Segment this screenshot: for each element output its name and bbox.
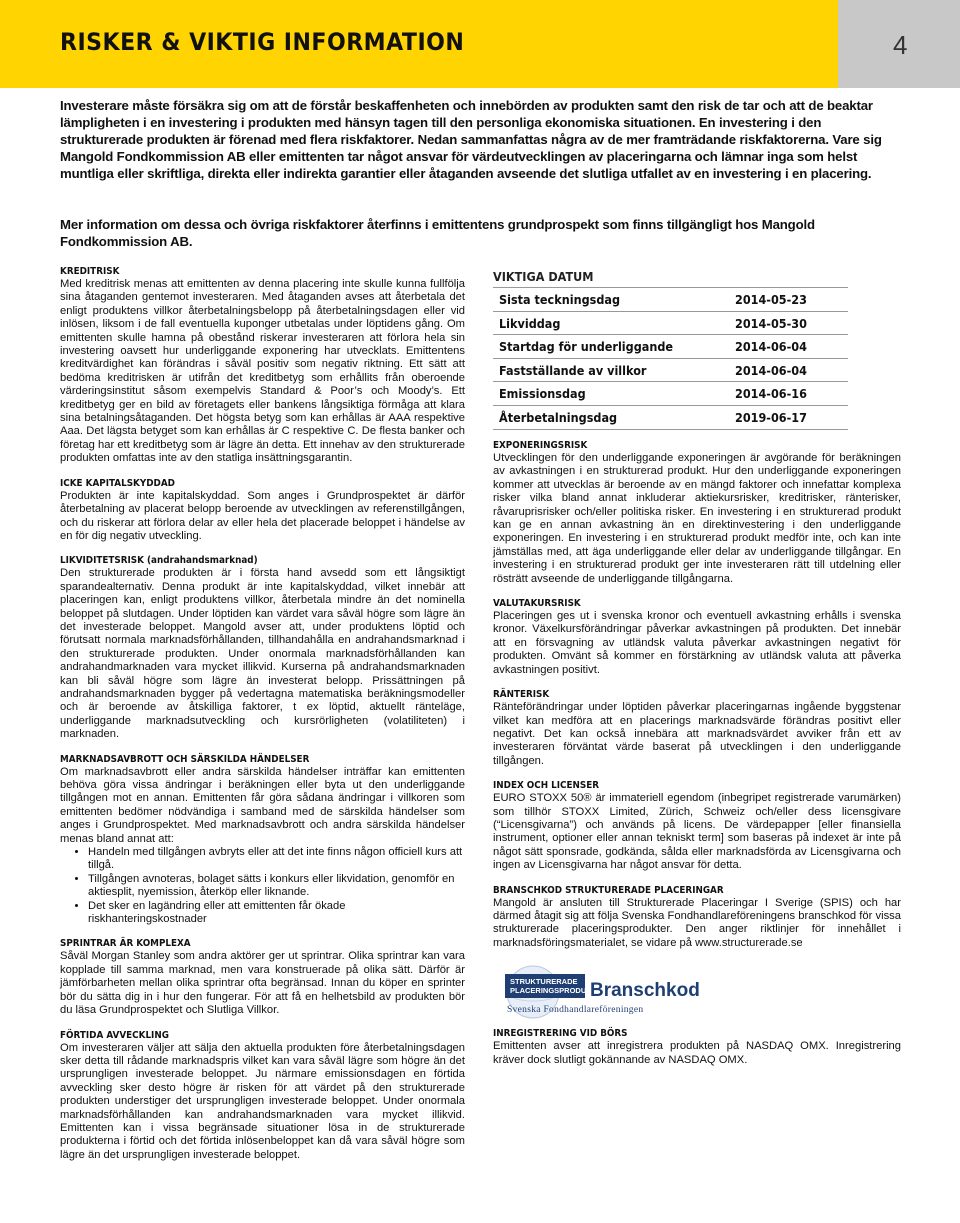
key-date-label: Emissionsdag xyxy=(499,386,586,402)
key-dates-title: VIKTIGA DATUM xyxy=(493,269,594,284)
section-ranterisk xyxy=(493,689,901,768)
key-date-value: 2014-05-23 xyxy=(735,292,807,307)
section-heading: RÄNTERISK xyxy=(493,689,550,701)
branschkod-logo xyxy=(493,962,703,1026)
section-likviditetsrisk xyxy=(60,555,465,741)
section-heading: BRANSCHKOD STRUKTURERADE PLACERINGAR xyxy=(493,884,724,896)
logo-spacer xyxy=(493,962,901,1028)
section-heading: ICKE KAPITALSKYDDAD xyxy=(60,477,175,489)
page-title: RISKER & VIKTIG INFORMATION xyxy=(60,28,465,56)
list-item: • Tillgången avnoteras, bolaget sätts i konkurs eller likvidation, genomför en aktiesplit, nyemission, återköp eller liknande. xyxy=(88,873,465,900)
section-heading: KREDITRISK xyxy=(60,266,120,277)
section-icke-kapitalskyddad xyxy=(60,478,465,544)
section-exponeringsrisk xyxy=(493,440,901,586)
key-date-value: 2014-06-04 xyxy=(735,339,807,355)
key-dates-row xyxy=(493,381,848,405)
section-fortida-avveckling xyxy=(60,1030,465,1163)
page-header xyxy=(0,0,960,88)
section-body: Emittenten avser att inregistrera produkten på NASDAQ OMX. Inregistrering kräver dock slutligt gokännande av NASDAQ OMX. xyxy=(493,1040,901,1066)
key-date-label: Startdag för underliggande xyxy=(499,339,674,355)
section-body: EURO STOXX 50® är immateriell egendom (inbegripet registrerade varumärken) som tillhör STOXX Limited, Zürich, Schweiz och/eller dess licensgivare (“Licensgivarna”) och används på licens. De värdepapper [eller finansiella instrument, optioner eller annan tekniskt term] som baseras på indexet är inte på något sätt sponsrade, godkända, sålda eller marknadsförda av Licensgivarna och ingen av Licensgivarna har något ansvar för detta. xyxy=(493,792,901,872)
section-valutakursrisk xyxy=(493,598,901,677)
section-body: Med kreditrisk menas att emittenten av denna placering inte skulle kunna fullfölja sina åtaganden gentemot investeraren. Med åtaganden avses att återbetala det enligt produktens villkor återbetalningsbelopp på återbetalningsdagen eller vid inlösen, liksom i de fall eventuella kuponger utbetalas under löptidens gång. Om emittenten skulle hamna på obestånd riskerar investeraren att förlora hela sin investering oavsett hur underliggande exponering har utvecklats. Emittentens kreditvärdighet kan förändras i såväl positiv som negativ riktning. Ett sätt att bedöma kreditrisken är utifrån det kreditbetyg som erhållits från oberoende värderingsinstitut såsom exempelvis Standard & Poor’s och Moody’s. Ett kreditbetyg ger en bild av företagets eller bankens långsiktiga förmåga att klara sina betalningsåtaganden. Det högsta betyg som kan erhållas är AAA respektive Aaa. Det lägsta betyget som kan erhållas är C respektive C. De flesta banker och företag har ett kreditbetyg som är lägre än detta. Ett innehav av den strukturerade produkten omfattas inte av den statliga insättningsgarantin. xyxy=(60,278,465,465)
section-heading: FÖRTIDA AVVECKLING xyxy=(60,1029,169,1041)
key-dates-row xyxy=(493,358,848,382)
key-date-label: Återbetalningsdag xyxy=(499,409,618,425)
section-body: Utvecklingen för den underliggande exponeringen är avgörande för beräkningen av avkastningen i en strukturerad produkt. Hur den underliggande exponeringen kommer att utvecklas är beroende av en mängd faktorer och innefattar komplexa risker vilka bland annat inkluderar aktiekursrisker, kreditrisker, ränterisker, råvaruprisrisker och/eller politiska risker. En investering i en strukturerad produkt kan ge en annan avkastning än en direktinvestering i den underliggande exponeringen. En investering i en strukturerad produkt medför inte, och kan inte jämställas med, att äga underliggande eller delar av underliggande tillgångar. En investering i en strukturerad produkt ger inte investeraren rätt till utdelning eller rösträtt avseende de underliggande tillgångarna. xyxy=(493,452,901,585)
section-body: Såväl Morgan Stanley som andra aktörer ger ut sprintrar. Olika sprintrar kan vara kopplade till samma marknad, men vara konstruerade på olika sätt. Därför är jämförbarheten mellan olika sprintrar ofta begränsad. Innan du köper en sprinter bör du sätta dig in i hur den fungerar. För att få en helhetsbild av produkten bör du läsa Grundprospektet och Slutliga Villkor. xyxy=(60,950,465,1017)
section-heading: VALUTAKURSRISK xyxy=(493,598,581,610)
key-dates-row xyxy=(493,311,848,335)
page-number: 4 xyxy=(893,30,908,60)
section-marknadsavbrott xyxy=(60,754,465,927)
list-item: • Handeln med tillgången avbryts eller att det inte finns någon officiell kurs att tillgå. xyxy=(88,846,465,873)
key-date-value: 2014-05-30 xyxy=(735,315,807,331)
section-heading: SPRINTRAR ÄR KOMPLEXA xyxy=(60,938,191,950)
logo-line1: STRUKTURERADE xyxy=(510,977,578,987)
key-date-value: 2019-06-17 xyxy=(735,409,807,425)
section-heading: EXPONERINGSRISK xyxy=(493,440,588,451)
header-title-band xyxy=(0,0,838,88)
key-date-value: 2014-06-16 xyxy=(735,386,807,402)
intro-paragraph: Investerare måste försäkra sig om att de förstår beskaffenheten och innebörden av produkten samt den risk de tar och att de beaktar lämpligheten i en investering i produkten med hänsyn tagen till den personliga ekonomiska situationen. En investering i den strukturerade produkten är förenad med flera riskfaktorer. Nedan sammanfattas några av de mer framträdande riskfaktorerna. Vare sig Mangold Fondkommission AB eller emittenten tar något ansvar för värdeutvecklingen av placeringarna och lämnar inga som helst muntliga eller skriftliga, direkta eller indirekta garantier eller åtaganden avseende det slutliga utfallet av en investering i en placering. xyxy=(60,98,882,181)
key-date-label: Likviddag xyxy=(499,315,561,331)
section-body: Produkten är inte kapitalskyddad. Som anges i Grundprospektet är därför återbetalning av placerat belopp beroende av utvecklingen av referenstillgången, och du riskerar att förlora delar av eller hela det placerade beloppet i händelse av en för dig negativ utveckling. xyxy=(60,489,465,542)
bullet-list xyxy=(60,846,465,926)
section-body: Ränteförändringar under löptiden påverkar placeringarnas ingående byggstenar vilket kan medföra att en placerings marknadsvärde förändras positivt eller negativt. Det kan också innebära att marknadsvärdet avviker från ett av investeraren förväntat värde baserat på utvecklingen i den underliggande tillgången. xyxy=(493,701,901,767)
section-kreditrisk xyxy=(60,266,465,466)
key-dates-row xyxy=(493,405,848,430)
section-heading: INDEX OCH LICENSER xyxy=(493,780,600,792)
key-date-label: Fastställande av villkor xyxy=(499,362,647,378)
section-branschkod xyxy=(493,885,901,951)
key-date-value: 2014-06-04 xyxy=(735,362,807,378)
logo-tagline: Svenska Fondhandlareföreningen xyxy=(507,1005,644,1016)
key-dates-row xyxy=(493,334,848,358)
section-body: Om investeraren väljer att sälja den aktuella produkten före återbetalningsdagen sker detta till rådande marknadspris vilket kan vara såväl lägre som högre än det ursprungligen investerade beloppet. Ju närmare emissionsdagen en förtida avveckling sker desto högre är risken för att värdet på den strukturerade produkten understiger det ursprungligen investerade beloppet. Under onormala marknadsförhållanden kan andrahandsmarknaden vara mycket illikvid. Emittenten kan i vissa begränsade situationer lösa in de strukturerade produkterna i förtid och det förtida inlösenbeloppet kan då vara såväl högre som lägre än det ursprungligen investerade beloppet. xyxy=(60,1041,465,1161)
section-heading: LIKVIDITETSRISK (andrahandsmarknad) xyxy=(60,555,258,567)
section-heading: INREGISTRERING VID BÖRS xyxy=(493,1028,628,1040)
section-inregistrering xyxy=(493,1028,901,1067)
section-body: Placeringen ges ut i svenska kronor och eventuell avkastning erhålls i svenska kronor. Växelkursförändringar påverkar avkastningen på produkten. Det innebär att en försvagning av utländsk valuta påverkar avkastningen negativt för produkten. Omvänt så kommer en förstärkning av utländsk valuta att påverka avkastningen positivt. xyxy=(493,610,901,676)
logo-line2: PLACERINGSPRODUKTER xyxy=(510,986,607,996)
section-body: Om marknadsavbrott eller andra särskilda händelser inträffar kan emittenten behöva göra vissa ändringar i beräkningen eller byta ut den underliggande tillgången mot en annan. Emittenten får göra sådana ändringar i villkoren som emittenten bedömer nödvändiga i samband med de särskilda händelser som anges i Grundprospektet. Med marknadsavbrott och andra särskilda händelser menas bland annat att: xyxy=(60,765,465,845)
section-index-licenser xyxy=(493,780,901,872)
section-body: Mangold är ansluten till Strukturerade Placeringar I Sverige (SPIS) och har därmed åtagit sig att följa Svenska Fondhandlareföreningens branschkod för vissa strukturerade placeringsprodukter. Den anger riktlinjer för innehållet i marknadsföringsmaterialet, se vidare på www.structurerade.se xyxy=(493,896,901,949)
right-column xyxy=(493,440,901,1079)
list-item: • Det sker en lagändring eller att emittenten får ökade riskhanteringskostnader xyxy=(88,900,465,927)
key-dates-row xyxy=(493,287,848,311)
left-column xyxy=(60,266,465,1174)
key-dates-table xyxy=(493,267,848,430)
key-date-label: Sista teckningsdag xyxy=(499,292,621,307)
intro-more-info: Mer information om dessa och övriga riskfaktorer återfinns i emittentens grundprospekt som finns tillgängligt hos Mangold Fondkommission AB. xyxy=(60,217,815,249)
logo-word: Branschkod xyxy=(590,980,700,1002)
section-heading: MARKNADSAVBROTT OCH SÄRSKILDA HÄNDELSER xyxy=(60,753,310,765)
section-body: Den strukturerade produkten är i första hand avsedd som ett långsiktigt sparandealternativ. Denna produkt är inte kapitalskyddad, vilket innebär att placeringen kan, enligt produktens villkor, återbetala mindre än det nominella beloppet på slutdagen. Under löptiden kan värdet vara såväl högre som lägre än det investerade beloppet. Mangold avser att, under produktens löptid och förutsatt normala marknadsförhållanden, tillhandahålla en andrahandsmarknad i den strukturerade produkten. Under onormala marknadsförhållanden kan andrahandmarknaden vara mycket illikvid. Kurserna på andrahandsmarknaden kan bli såväl högre som lägre än investerat belopp. Prissättningen på andrahandsmarknaden bygger på vedertagna matematiska beräkningsmodeller och är beroende av åtskilliga faktorer, t ex löptid, aktuellt ränteläge, underliggande marknadsutveckling och kursrörligheten (volatiliteten) i marknaden. xyxy=(60,567,465,741)
section-sprintrar xyxy=(60,938,465,1017)
